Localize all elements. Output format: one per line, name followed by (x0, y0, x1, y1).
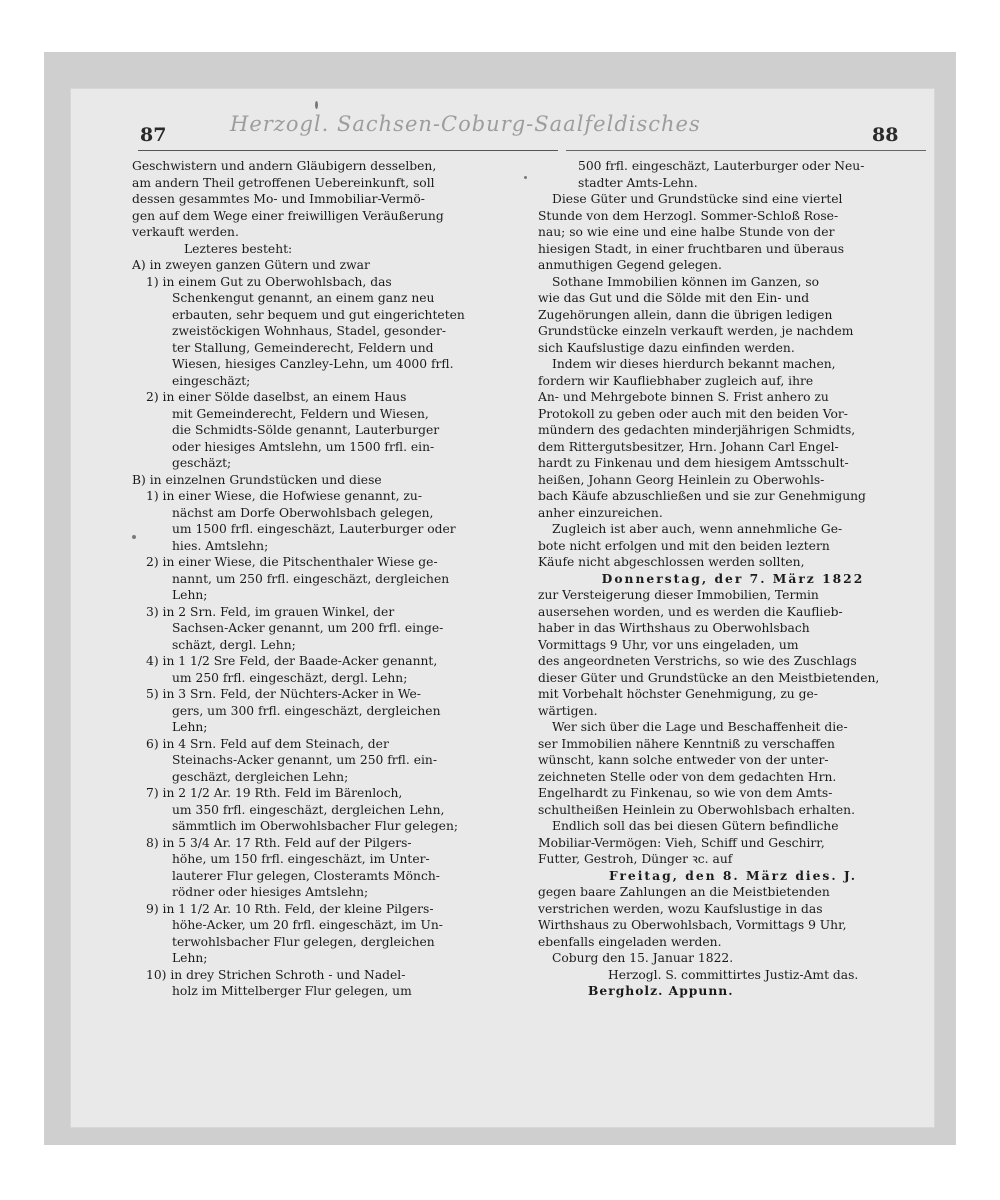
right-column-line: Sothane Immobilien können im Ganzen, so (552, 274, 820, 289)
left-column-line: am andern Theil getroffenen Uebereinkunft, soll (132, 175, 435, 190)
left-column-line: sämmtlich im Oberwohlsbacher Flur gelegen; (172, 819, 459, 833)
left-column-line: 7) in 2 1/2 Ar. 19 Rth. Feld im Bärenloch, (146, 786, 403, 800)
right-column-line: hiesigen Stadt, in einer fruchtbaren und überaus (538, 241, 845, 256)
right-column-line: An- und Mehrgebote binnen S. Frist anhero zu (538, 390, 829, 404)
left-column-line: 5) in 3 Srn. Feld, der Nüchters-Acker in We- (146, 687, 421, 701)
right-column-line: Käufe nicht abgeschlossen werden sollten, (538, 555, 805, 569)
scan-speck (315, 101, 318, 109)
left-column-line: nächst am Dorfe Oberwohlsbach gelegen, (172, 505, 434, 520)
left-column-line: lauterer Flur gelegen, Closteramts Mönch- (172, 868, 440, 883)
right-column-line: Diese Güter und Grundstücke sind eine viertel (552, 192, 843, 206)
left-column-line: 4) in 1 1/2 Sre Feld, der Baade-Acker genannt, (146, 654, 438, 668)
right-column-line: nau; so wie eine und eine halbe Stunde von der (538, 225, 835, 239)
right-column-line: ebenfalls eingeladen werden. (538, 934, 722, 949)
right-column-line: Wirthshaus zu Oberwohlsbach, Vormittags 9 Uhr, (538, 918, 847, 932)
right-text-column (538, 158, 928, 1000)
left-column-line: nannt, um 250 frfl. eingeschäzt, dergleichen (172, 571, 450, 586)
left-column-line: eingeschäzt; (172, 373, 251, 388)
right-column-line: Stunde von dem Herzogl. Sommer-Schloß Rose- (538, 208, 839, 223)
left-column-line: um 1500 frfl. eingeschäzt, Lauterburger oder (172, 522, 456, 536)
right-column-line: bote nicht erfolgen und mit den beiden leztern (538, 538, 830, 553)
right-column-line: Endlich soll das bei diesen Gütern befindliche (552, 819, 839, 833)
left-column-line: geschäzt; (172, 456, 232, 470)
right-column-line: Donnerstag, der 7. März 1822 (601, 570, 865, 586)
right-column-line: stadter Amts-Lehn. (578, 175, 698, 190)
right-column-line: verstrichen werden, wozu Kaufslustige in das (538, 901, 823, 916)
right-column-line: zur Versteigerung dieser Immobilien, Termin (538, 588, 819, 602)
right-column-line: ausersehen worden, und es werden die Kauflieb- (538, 604, 843, 619)
page-number-left: 87 (140, 124, 167, 146)
right-column-line: Bergholz. Appunn. (588, 983, 734, 998)
left-column-line: gers, um 300 frfl. eingeschäzt, dergleichen (172, 703, 441, 718)
left-column-line: ter Stallung, Gemeinderecht, Feldern und (172, 340, 434, 355)
right-column-line: heißen, Johann Georg Heinlein zu Oberwohls- (538, 472, 825, 487)
right-column-line: Futter, Gestroh, Dünger ꝛc. auf (538, 852, 733, 866)
scan-speck (132, 535, 136, 539)
right-column-line: des angeordneten Verstrichs, so wie des Zuschlags (538, 654, 857, 668)
right-column-line: anmuthigen Gegend gelegen. (538, 258, 722, 272)
right-column-line: bach Käufe abzuschließen und sie zur Genehmigung (538, 489, 866, 503)
left-column-line: Geschwistern und andern Gläubigern desselben, (132, 159, 437, 173)
right-column-line: dem Rittergutsbesitzer, Hrn. Johann Carl Engel- (538, 439, 839, 454)
right-column-line: Freitag, den 8. März dies. J. (608, 867, 858, 883)
right-column-line: Zugleich ist aber auch, wenn annehmliche Ge- (552, 522, 843, 536)
right-column-line: ser Immobilien nähere Kenntniß zu verschaffen (538, 736, 835, 751)
left-column-line: 2) in einer Wiese, die Pitschenthaler Wiese ge- (146, 555, 438, 569)
right-column-line: Indem wir dieses hierdurch bekannt machen, (552, 357, 836, 371)
left-text-column (132, 158, 532, 1000)
header-rule-left (138, 150, 558, 151)
right-column-line: 500 frfl. eingeschäzt, Lauterburger oder Neu- (578, 159, 865, 173)
left-column-line: zweistöckigen Wohnhaus, Stadel, gesonder- (172, 324, 447, 338)
left-column-line: Lehn; (172, 951, 208, 965)
right-column-line: Herzogl. S. committirtes Justiz-Amt das. (608, 967, 859, 982)
left-column-line: rödner oder hiesiges Amtslehn; (172, 885, 369, 899)
right-column-line: gegen baare Zahlungen an die Meistbietenden (538, 885, 830, 899)
right-column-line: Vormittags 9 Uhr, vor uns eingeladen, um (538, 637, 799, 652)
running-header-bleedthrough: Herzogl. Sachsen-Coburg-Saalfeldisches (230, 112, 701, 136)
left-column-line: terwohlsbacher Flur gelegen, dergleichen (172, 934, 435, 949)
left-column-line: 8) in 5 3/4 Ar. 17 Rth. Feld auf der Pilgers- (146, 835, 412, 850)
left-column-line: Lehn; (172, 588, 208, 602)
scan-speck (524, 176, 527, 179)
left-column-line: schäzt, dergl. Lehn; (172, 637, 296, 652)
right-column-line: sich Kaufslustige dazu einfinden werden. (538, 340, 795, 355)
left-column-line: 2) in einer Sölde daselbst, an einem Haus (146, 390, 407, 404)
left-column-line: höhe, um 150 frfl. eingeschäzt, im Unter- (172, 852, 430, 866)
right-column-line: Engelhardt zu Finkenau, so wie von dem Amts- (538, 786, 833, 800)
right-column-line: Mobiliar-Vermögen: Vieh, Schiff und Geschirr, (538, 835, 825, 850)
left-column-line: Schenkengut genannt, an einem ganz neu (172, 291, 435, 305)
left-column-line: holz im Mittelberger Flur gelegen, um (172, 984, 412, 998)
left-column-line: verkauft werden. (132, 225, 239, 239)
left-column-line: geschäzt, dergleichen Lehn; (172, 769, 349, 784)
right-column-line: Grundstücke einzeln verkauft werden, je nachdem (538, 324, 854, 338)
right-column-line: Coburg den 15. Januar 1822. (552, 951, 734, 965)
left-column-line: 6) in 4 Srn. Feld auf dem Steinach, der (146, 736, 389, 751)
left-column-line: dessen gesammtes Mo- und Immobiliar-Vermö- (132, 192, 425, 206)
left-column-line: hies. Amtslehn; (172, 538, 269, 553)
left-column-line: um 350 frfl. eingeschäzt, dergleichen Lehn, (172, 802, 445, 817)
right-column-line: dieser Güter und Grundstücke an den Meistbietenden, (538, 670, 880, 685)
left-column-line: 1) in einer Wiese, die Hofwiese genannt, zu- (146, 489, 422, 503)
left-column-line: A) in zweyen ganzen Gütern und zwar (132, 258, 370, 272)
right-column-line: wünscht, kann solche entweder von der unter- (538, 753, 829, 767)
left-column-line: oder hiesiges Amtslehn, um 1500 frfl. ein- (172, 439, 435, 454)
right-column-line: Wer sich über die Lage und Beschaffenheit die- (552, 720, 848, 734)
right-column-line: mündern des gedachten minderjährigen Schmidts, (538, 423, 856, 437)
right-column-line: Protokoll zu geben oder auch mit den beiden Vor- (538, 406, 848, 421)
right-column-line: wärtigen. (538, 703, 598, 718)
left-column-line: 9) in 1 1/2 Ar. 10 Rth. Feld, der kleine Pilgers- (146, 901, 434, 916)
left-column-line: die Schmidts-Sölde genannt, Lauterburger (172, 423, 440, 437)
right-column-line: zeichneten Stelle oder von dem gedachten Hrn. (538, 769, 837, 784)
right-column-line: fordern wir Kaufliebhaber zugleich auf, ihre (538, 373, 814, 388)
left-column-line: mit Gemeinderecht, Feldern und Wiesen, (172, 406, 429, 421)
left-column-line: 10) in drey Strichen Schroth - und Nadel- (146, 967, 406, 982)
right-column-line: schultheißen Heinlein zu Oberwohlsbach erhalten. (538, 802, 855, 817)
right-column-line: Zugehörungen allein, dann die übrigen ledigen (538, 307, 833, 322)
left-column-line: höhe-Acker, um 20 frfl. eingeschäzt, im Un- (172, 918, 443, 932)
left-column-line: Lezteres besteht: (184, 241, 293, 256)
right-column-line: hardt zu Finkenau und dem hiesigem Amtsschult- (538, 456, 849, 470)
left-column-line: Sachsen-Acker genannt, um 200 frfl. einge- (172, 621, 444, 635)
left-column-line: Steinachs-Acker genannt, um 250 frfl. ein- (172, 753, 437, 767)
left-column-line: Lehn; (172, 720, 208, 734)
left-column-line: erbauten, sehr bequem und gut eingerichteten (172, 307, 465, 322)
left-column-line: gen auf dem Wege einer freiwilligen Veräußerung (132, 208, 444, 223)
left-column-line: 1) in einem Gut zu Oberwohlsbach, das (146, 274, 392, 289)
right-column-line: mit Vorbehalt höchster Genehmigung, zu ge- (538, 687, 818, 701)
left-column-line: B) in einzelnen Grundstücken und diese (132, 472, 382, 487)
left-column-line: Wiesen, hiesiges Canzley-Lehn, um 4000 frfl. (172, 357, 454, 371)
left-column-line: 3) in 2 Srn. Feld, im grauen Winkel, der (146, 604, 395, 619)
left-column-line: um 250 frfl. eingeschäzt, dergl. Lehn; (172, 670, 408, 685)
right-column-line: anher einzureichen. (538, 505, 663, 520)
header-rule-right (566, 150, 926, 151)
page-number-right: 88 (872, 124, 899, 146)
right-column-line: wie das Gut und die Sölde mit den Ein- und (538, 291, 810, 305)
right-column-line: haber in das Wirthshaus zu Oberwohlsbach (538, 621, 810, 635)
